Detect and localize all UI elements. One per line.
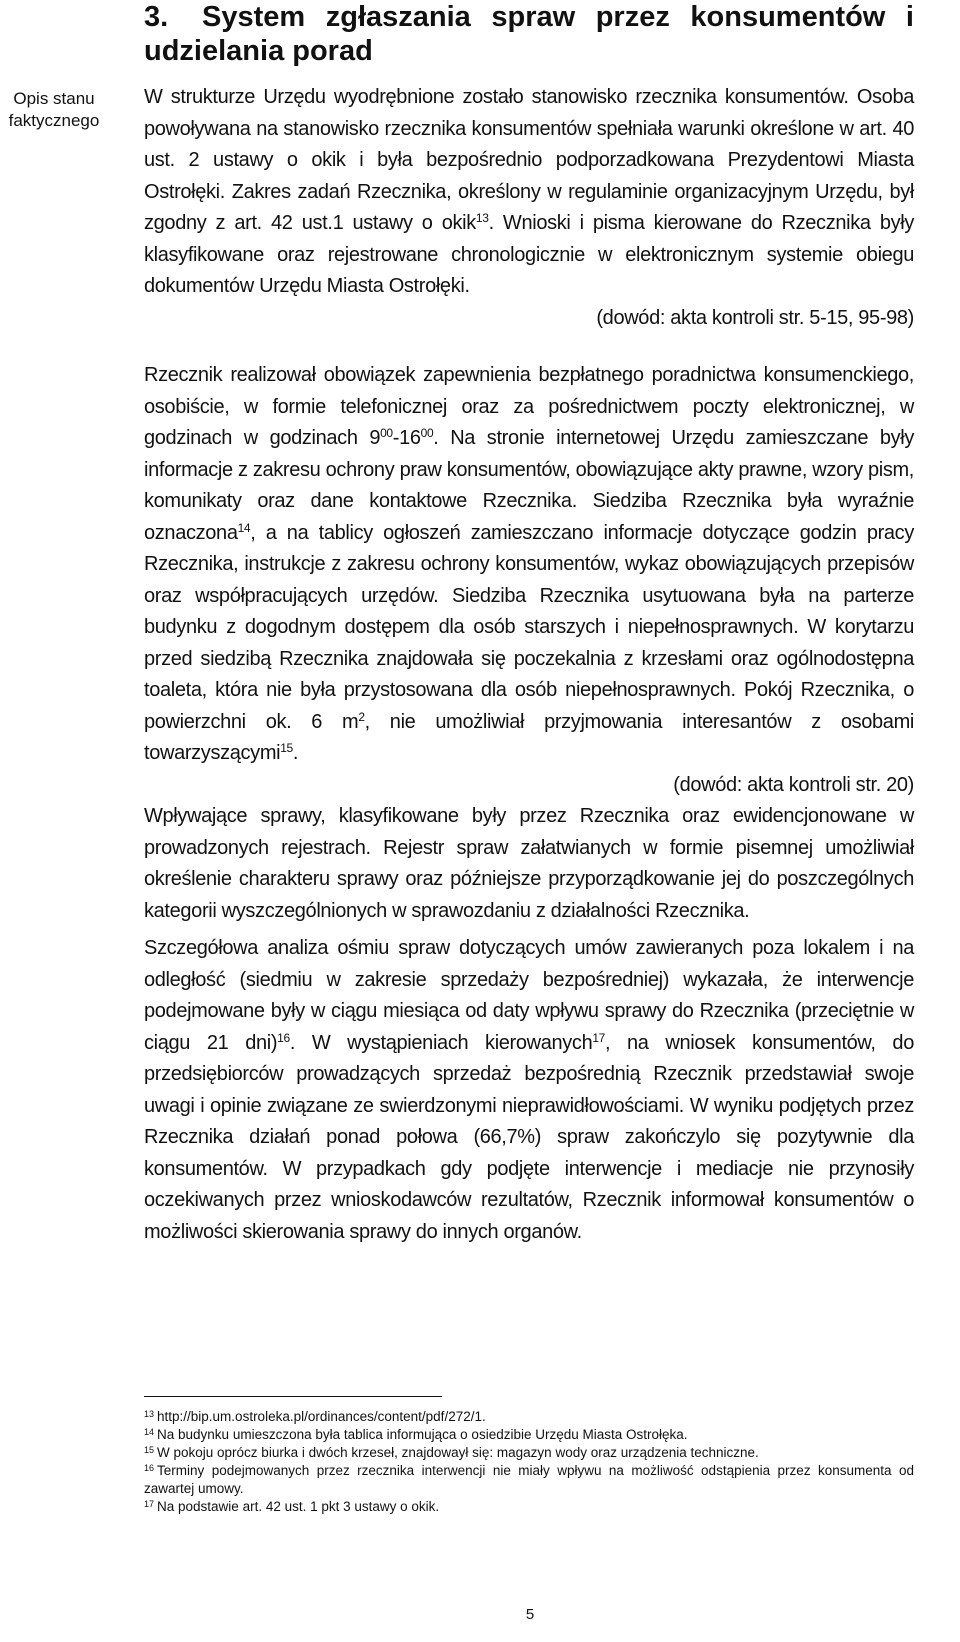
evidence-note: (dowód: akta kontroli str. 5-15, 95-98) (596, 306, 914, 329)
footnote-text: Na podstawie art. 42 ust. 1 pkt 3 ustawy o okik. (157, 1499, 440, 1514)
page-number: 5 (525, 1606, 535, 1623)
paragraph-text: . (292, 742, 299, 764)
footnote-ref: 14 (237, 520, 251, 535)
footnote (144, 1462, 914, 1498)
footnote (144, 1498, 914, 1516)
evidence-note: (dowód: akta kontroli str. 20) (673, 773, 914, 796)
footnote (144, 1444, 914, 1462)
paragraph-text: , na wniosek konsumentów, do przedsiębiorców prowadzących sprzedaż bezpośrednią Rzecznik przedstawiał swoje uwagi i opinie związane ze swierdzonymi nieprawidłowościami. W wyniku podjętych przez Rzecznika działań ponad połowa (66,7%) spraw zakończylo się pozytywnie dla konsumentów. W przypadkach gdy podjęte interwencje i mediacje nie przynosiły oczekiwanych przez wnioskodawców rezultatów, Rzecznik informował konsumentów o możliwości skierowania sprawy do innych organów. (144, 1031, 914, 1243)
paragraph-text: -16 (392, 427, 421, 449)
paragraph (144, 82, 914, 303)
paragraph-text: W strukturze Urzędu wyodrębnione zostało stanowisko rzecznika konsumentów. Osoba powoływana na stanowisko rzecznika konsumentów spełniała warunki określone w art. 40 ust. 2 ustawy o okik i była bezpośrednio podporzadkowana Prezydentowi Miasta Ostrołęki. Zakres zadań Rzecznika, określony w regulaminie organizacyjnym Urzędu, był zgodny z art. 42 ust.1 ustawy o okik (144, 86, 914, 234)
footnote (144, 1408, 914, 1426)
footnote (144, 1426, 914, 1444)
section-number: 3. (144, 1, 169, 33)
margin-note: Opis stanu faktycznego (8, 89, 100, 130)
section-heading (144, 0, 914, 68)
superscript: 00 (380, 426, 393, 440)
paragraph-text: Rzecznik realizował obowiązek zapewnienia bezpłatnego poradnictwa konsumenckiego, osobiście, w formie telefonicznej oraz za pośrednictwem poczty elektronicznej, w godzinach w godzinach 9 (144, 364, 914, 449)
paragraph (144, 360, 914, 770)
paragraph: Wpływające sprawy, klasyfikowane były przez Rzecznika oraz ewidencjonowane w prowadzonych rejestrach. Rejestr spraw załatwianych w formie pisemnej umożliwiał określenie charakteru sprawy oraz późniejsze przyporządkowanie jej do poszczególnych kategorii wyszczególnionych w sprawozdaniu z działalności Rzecznika. (144, 805, 914, 922)
paragraph-text: , nie umożliwiał przyjmowania interesantów z osobami towarzyszącymi (144, 710, 914, 764)
footnote-ref: 15 (280, 741, 293, 755)
footnote-number: 16 (144, 1463, 155, 1473)
footnote-number: 14 (144, 1427, 155, 1437)
footnote-text: Na budynku umieszczona była tablica informująca o osiedzibie Urzędu Miasta Ostrołęka. (157, 1427, 688, 1442)
footnote-number: 15 (144, 1445, 155, 1455)
footnote-ref: 17 (592, 1030, 606, 1045)
section-body-1 (144, 82, 914, 334)
footnote-number: 13 (144, 1409, 155, 1419)
footnotes (144, 1408, 914, 1516)
footnote-text: http://bip.um.ostroleka.pl/ordinances/content/pdf/272/1. (157, 1409, 486, 1424)
section-title: System zgłaszania spraw przez konsumentów i udzielania porad (144, 1, 914, 67)
footnote-ref: 13 (475, 211, 489, 225)
paragraph (144, 933, 914, 1248)
paragraph-text: Szczegółowa analiza ośmiu spraw dotyczących umów zawieranych poza lokalem i na odległość (siedmiu w zakresie sprzedaży bezpośredniej) wykazała, że interwencje podejmowane były w ciągu miesiąca od daty wpływu sprawy do Rzecznika (przeciętnie w ciągu 21 dni) (144, 937, 914, 1054)
paragraph-text: . Wnioski i pisma kierowane do Rzecznika były klasyfikowane oraz rejestrowane chronologicznie w elektronicznym systemie obiegu dokumentów Urzędu Miasta Ostrołęki. (144, 212, 914, 297)
superscript: 00 (420, 426, 434, 440)
paragraph-text: , a na tablicy ogłoszeń zamieszczano informacje dotyczące godzin pracy Rzecznika, instrukcje z zakresu ochrony konsumentów, wykaz obowiązujących przepisów oraz współpracujących urzędów. Siedziba Rzecznika usytuowana była na parterze budynku z dogodnym dostępem dla osób starszych i niepełnosprawnych. W korytarzu przed siedzibą Rzecznika znajdowała się poczekalnia z krzesłami oraz ogólnodostępna toaleta, która nie była przystosowana dla osób niepełnosprawnych. Pokój Rzecznika, o powierzchni ok. 6 m (144, 521, 914, 733)
paragraph-text: . Na stronie internetowej Urzędu zamieszczane były informacje z zakresu ochrony praw konsumentów, obowiązujące akty prawne, wzory pism, komunikaty oraz dane kontaktowe Rzecznika. Siedziba Rzecznika była wyraźnie oznaczona (144, 427, 914, 544)
paragraph-text: . W wystąpieniach kierowanych (289, 1031, 593, 1054)
footnote-number: 17 (144, 1499, 155, 1509)
superscript: 2 (358, 709, 365, 724)
footnote-ref: 16 (277, 1030, 290, 1045)
footnote-separator (144, 1396, 442, 1397)
section-body-2 (144, 360, 914, 1248)
footnote-text: Terminy podejmowanych przez rzecznika interwencji nie miały wpływu na możliwość odstąpienia przez konsumenta od zawartej umowy. (144, 1463, 914, 1496)
footnote-text: W pokoju oprócz biurka i dwóch krzeseł, znajdowaył się: magazyn wody oraz urządzenia techniczne. (157, 1445, 759, 1460)
